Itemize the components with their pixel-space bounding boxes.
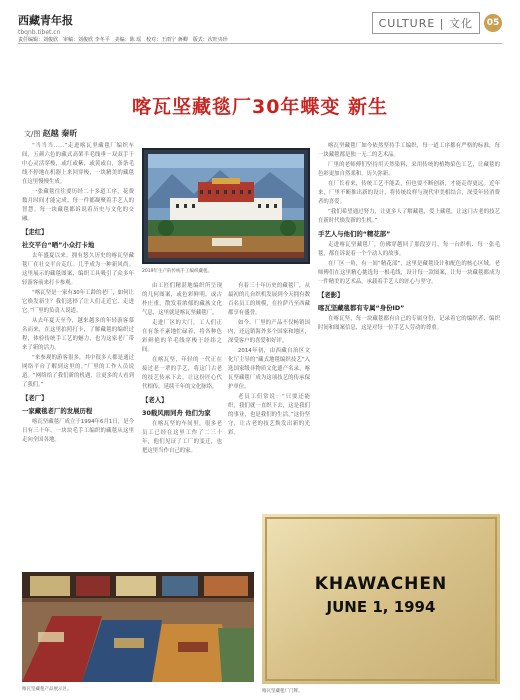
paragraph: 喀瓦坚藏毯厂如今依然坚持手工编织，每一道工序都有严格的标准，每一块藏毯都是独一无二的艺术品。 xyxy=(318,143,500,158)
subheading: 社交平台“晒”小众打卡地 xyxy=(22,241,95,249)
newspaper-site: tbqnb.tibet.cn xyxy=(18,29,61,36)
byline-author: 赵越 秦昕 xyxy=(42,129,78,138)
section-label: CULTURE | 文化 xyxy=(372,12,480,34)
subheading-tag: 【走红】 xyxy=(22,228,48,236)
paragraph: 在喀瓦坚，年轻的一代正在接过老一辈的手艺，将这门古老的技艺传承下去，让这份匠心代代相传，延续千年的文化脉络。 xyxy=(142,357,222,390)
paragraph: 在厂区一角，有一间“精花部”，这里是藏毯设计和配色的核心区域，老师傅们在这里精心挑选每一根毛线，设计每一款图案，让每一块藏毯都成为一件精美的艺术品，承载着手艺人的匠心与坚守。 xyxy=(318,261,500,285)
subheading: 喀瓦坚藏毯都有专属“身份ID” xyxy=(318,304,405,312)
paragraph: 有着三十年历史的藏毯厂，从最初的几台织机发展到今天拥有数百名员工的规模，在拉萨乃至西藏都享有盛誉。 xyxy=(228,283,310,316)
paragraph: 走进厂区的大门，工人们正在有条不紊地忙碌着，将各种色彩鲜艳的羊毛线穿梭于经纬之间。 xyxy=(142,320,222,353)
nameplate-text xyxy=(262,514,500,684)
paragraph: 喀瓦坚藏毯厂成立于1994年6月1日，是今日有三十年、一块块毛手工编织的藏毯从这里走向全国各地。 xyxy=(22,419,134,443)
byline-prefix: 文/图 xyxy=(24,130,41,138)
subheading: 手艺人与他们的“精花部” xyxy=(318,230,391,238)
paragraph: 去年盛夏以来，拥有悠久历史的喀瓦坚藏毯厂在社交平台走红。几乎成为一种新风尚。这里展示的藏毯图案、编织工具吸引了众多年轻游客前来打卡参观。 xyxy=(22,253,134,286)
photo-caption: 喀瓦坚藏毯厂门牌。 xyxy=(262,689,303,694)
byline xyxy=(24,128,77,139)
nameplate-photo xyxy=(262,514,500,684)
section-label-cn: 文化 xyxy=(449,17,473,30)
paragraph: 走进喀瓦坚藏毯厂，仿佛穿越回了那段岁月，每一台织机、每一张毛毯，都在诉说着一个个动人的故事。 xyxy=(318,242,500,257)
paragraph: 老员工们常说：“只要还能织，我们就一直织下去，这是我们的事业，也是我们的生活。”这份坚守，让古老的技艺焕发出新的光彩。 xyxy=(228,394,310,436)
nameplate-date: JUNE 1, 1994 xyxy=(326,598,436,616)
paragraph: 在厂长看来，传统工艺不能丢，但也要不断创新，才能走得更远。近年来，厂里不断推出新的设计，将传统纹样与现代审美相结合，深受年轻消费者的喜爱。 xyxy=(318,181,500,205)
paragraph: 2014年初，由西藏自治区文化厅主导的“藏式地毯编织技艺”入选国家级非物质文化遗产名录，喀瓦坚藏毯厂成为这项技艺的传承保护单位。 xyxy=(228,348,310,390)
subheading: 30载风雨同舟 他们为家 xyxy=(142,409,211,417)
subheading-tag: 【老人】 xyxy=(142,396,168,404)
paragraph: “来参观的游客很多，其中很多人都是通过网络平台了解到这里的。”厂里的工作人员说道。“网络给了我们新的机遇，让更多的人看到了我们。” xyxy=(22,355,134,388)
subheading: 一家藏毯老厂的发展历程 xyxy=(22,407,93,415)
paragraph: 由工匠们精湛地编织所呈现的几何图案，或色彩鲜明，或古朴庄重，散发着浓郁的藏族文化气息，这里就是喀瓦坚藏毯厂。 xyxy=(142,283,222,316)
newspaper-title: 西藏青年报 xyxy=(18,14,73,27)
showroom-photo xyxy=(22,572,254,682)
subheading-tag: 【老影】 xyxy=(318,291,344,299)
paragraph: 从去年夏天至今，越来越多的年轻游客慕名而来，在这里拍照打卡，了解藏毯的编织过程，体验传统手工艺的魅力，也为这家老厂带来了新的活力。 xyxy=(22,318,134,351)
article-column-3 xyxy=(318,142,500,517)
showroom-illustration xyxy=(22,572,254,682)
photo-caption: 2019年生产的传统手工编织藏毯。 xyxy=(142,269,212,274)
paragraph: 厂里的老师傅们坚持用天然染料，采用传统的植物染色工艺，让藏毯的色彩更加自然柔和，历久弥新。 xyxy=(318,162,500,177)
nameplate-name: KHAWACHEN xyxy=(314,574,448,594)
paragraph: 在喀瓦坚，每一块藏毯都有自己的专属身份，记录着它的编织者、编织时间和图案信息，这是对每一位手艺人劳动的尊重。 xyxy=(318,316,500,331)
headline: 喀瓦坚藏毯厂30年蝶变 新生 xyxy=(131,96,389,118)
paragraph: “当当当……”走进喀瓦坚藏毯厂编织车间，五颜六色的藏式高架半毛线垂一双双手于中心灵活穿梭，或红或紫，或黄或白，条条毛线不停地在机器上来回穿梭，一块精美的藏毯在这里慢慢生成。 xyxy=(22,143,134,185)
paragraph: 如今，厂里的产品不仅畅销国内，还远销海外多个国家和地区，深受客户的喜爱和好评。 xyxy=(228,320,310,344)
paragraph: 一张藏毯往往要历经二十多道工序，花费数月时间才能完成。每一件都凝聚着手艺人的智慧。每一块藏毯都诉说着历史与文化的交融。 xyxy=(22,189,134,222)
article-column-1 xyxy=(22,142,134,572)
carpet-photo-illustration xyxy=(142,148,310,264)
page-number: 05 xyxy=(484,14,502,32)
carpet-photo xyxy=(142,148,310,264)
article-column-2a xyxy=(142,282,222,547)
paragraph: 在喀瓦坚的车间里，很多老员工已经在这里工作了二三十年，他们见证了工厂的变迁，也把这里当作自己的家。 xyxy=(142,421,222,454)
photo-caption: 喀瓦坚藏毯产品展示区。 xyxy=(22,687,72,692)
article-column-2b xyxy=(228,282,310,547)
editor-info: 责任编辑：刘俊欣 审稿：刘俊欣 李冬平 美编：陈 瑶 校对：王雨宁 蒋卿 版式：次旺央珍 xyxy=(18,37,228,43)
paragraph: “我们希望通过努力，让更多人了解藏毯，爱上藏毯，让这门古老的技艺在新时代焕发新的生机。” xyxy=(318,209,500,224)
subheading-tag: 【老厂】 xyxy=(22,394,48,402)
header-rule xyxy=(18,43,502,44)
section-label-en: CULTURE xyxy=(378,17,436,30)
masthead xyxy=(18,12,502,44)
paragraph: “喀瓦坚是一家有30年工龄的老厂，如何让它焕发新生？我们选择了让人们走近它、走进它。”厂里的负责人说道。 xyxy=(22,290,134,314)
